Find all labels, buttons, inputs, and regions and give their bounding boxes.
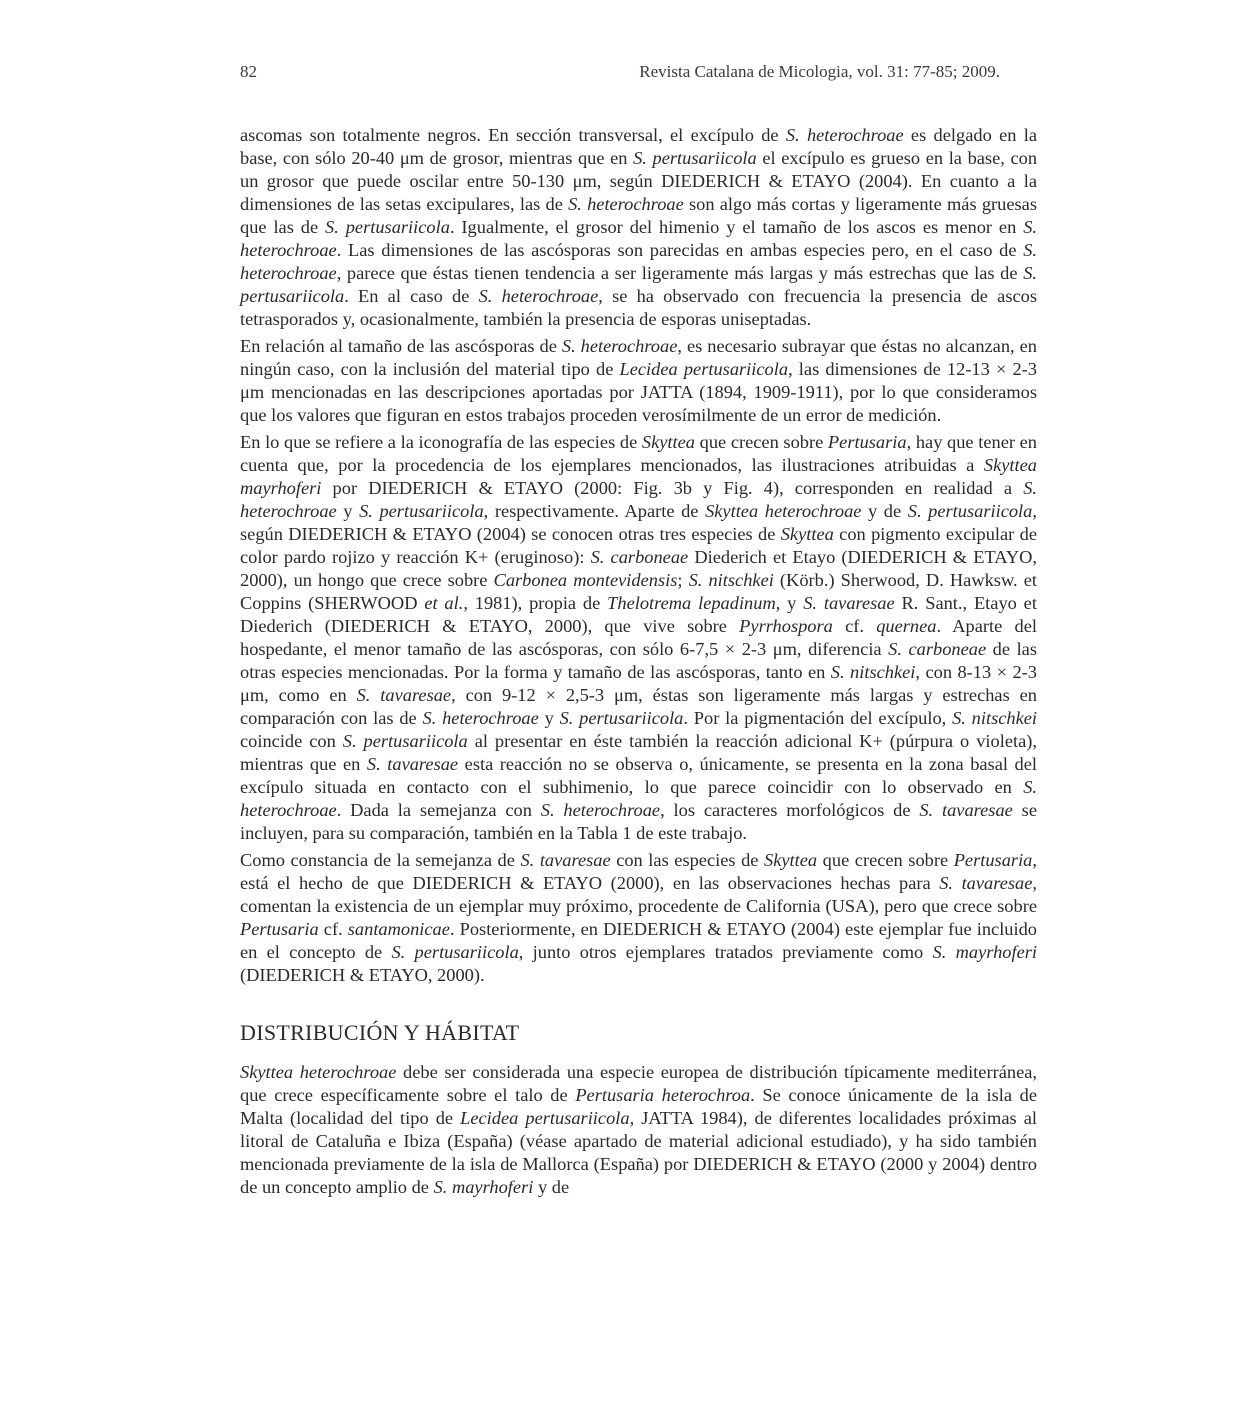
taxon-name: S. pertusariicola — [342, 731, 468, 751]
taxon-name: S. heterochroae — [478, 286, 599, 306]
taxon-name: Pyrrhospora — [739, 616, 833, 636]
taxon-name: Pertusaria — [240, 919, 319, 939]
text-run: , comentan la existencia de un ejemplar muy próximo, procedente de California (USA), pero que crece sobre — [240, 873, 1037, 916]
taxon-name: S. heterochroae — [785, 125, 904, 145]
text-run: el excípulo es grueso en la base, con un grosor que puede oscilar entre 50-130 μm, según DIEDERICH & ETAYO (2004). En cuanto a la dimensiones de las setas excipulares, las de — [240, 148, 1038, 214]
taxon-name: S. heterochroae — [240, 478, 1037, 521]
text-run: , 1981), propia de — [463, 593, 608, 613]
text-run: con pigmento excipular de color pardo rojizo y reacción K+ (eruginoso): — [240, 524, 1037, 567]
text-run: de las otras especies mencionadas. Por la forma y tamaño de las ascósporas, tanto en — [240, 639, 1037, 682]
text-run: , está el hecho de que DIEDERICH & ETAYO (2000), en las observaciones hechas para — [240, 850, 1037, 893]
taxon-name: Lecidea pertusariicola — [619, 359, 789, 379]
text-run: son algo más cortas y ligeramente más gruesas que las de — [240, 194, 1037, 237]
taxon-name: Carbonea montevidensis — [493, 570, 678, 590]
taxon-name: Lecidea pertusariicola — [460, 1108, 630, 1128]
taxon-name: S. heterochroae — [561, 336, 678, 356]
taxon-name: S. pertusariicola — [559, 708, 684, 728]
text-run: con las especies de — [610, 850, 765, 870]
paragraph — [240, 849, 1037, 987]
text-run: y de — [861, 501, 908, 521]
text-run: ; — [677, 570, 689, 590]
text-run: , las dimensiones de 12-13 × 2-3 μm mencionadas en las descripciones aportadas por JATTA (1894, 1909-1911), por lo que consideramos que los valores que figuran en estos trabajos proceden verosímilmente de un error de medición. — [240, 359, 1037, 425]
taxon-name: S. heterochroae — [240, 240, 1037, 283]
text-run: y — [336, 501, 360, 521]
taxon-name: S. tavaresae — [366, 754, 459, 774]
text-run: , según DIEDERICH & ETAYO (2004) se conocen otras tres especies de — [240, 501, 1037, 544]
text-run: . Igualmente, el grosor del himenio y el tamaño de los ascos es menor en — [449, 217, 1024, 237]
taxon-name: Skyttea heterochroae — [705, 501, 862, 521]
taxon-name: S. nitschkei — [830, 662, 916, 682]
text-run: , es necesario subrayar que éstas no alcanzan, en ningún caso, con la inclusión del material tipo de — [240, 336, 1037, 379]
text-run: . Posteriormente, en DIEDERICH & ETAYO (2004) este ejemplar fue incluido en el concepto de — [240, 919, 1037, 962]
taxon-name: S. heterochroae — [422, 708, 539, 728]
taxon-name: S. tavaresae — [919, 800, 1013, 820]
text-run: (Körb.) Sherwood, D. Hawksw. et Coppins (SHERWOOD — [240, 570, 1037, 613]
taxon-name: S. pertusariicola — [391, 942, 519, 962]
text-run: R. Sant., Etayo et Diederich (DIEDERICH & ETAYO, 2000), que vive sobre — [240, 593, 1037, 636]
text-run: . En al caso de — [344, 286, 479, 306]
taxon-name: S. carboneae — [888, 639, 987, 659]
running-head — [240, 62, 1000, 86]
taxon-name: S. pertusariicola — [240, 263, 1037, 306]
text-run: , y — [775, 593, 804, 613]
text-run: , respectivamente. Aparte de — [483, 501, 706, 521]
taxon-name: S. pertusariicola — [359, 501, 484, 521]
taxon-name: Skyttea — [780, 524, 834, 544]
taxon-name: S. carboneae — [590, 547, 689, 567]
text-run: . Las dimensiones de las ascósporas son parecidas en ambas especies pero, en el caso de — [336, 240, 1024, 260]
paragraph — [240, 335, 1037, 427]
taxon-name: S. tavaresae — [939, 873, 1033, 893]
section-heading: DISTRIBUCIÓN Y HÁBITAT — [240, 1020, 520, 1045]
taxon-name: S. tavaresae — [356, 685, 452, 705]
taxon-name: S. heterochroae — [568, 194, 684, 214]
paragraph — [240, 431, 1037, 845]
text-run: esta reacción no se observa o, únicamente, se presenta en la zona basal del excípulo situada en contacto con el subhimenio, lo que parece coincidir con lo observado en — [240, 754, 1037, 797]
taxon-name: Skyttea mayrhoferi — [240, 455, 1037, 498]
text-run: , JATTA 1984), de diferentes localidades próximas al litoral de Cataluña e Ibiza (España) (véase apartado de material adicional estudiado), y ha sido también mencionada previamente de la isla de Mallorca (España) por DIEDERICH & ETAYO (2000 y 2004) dentro de un concepto amplio de — [240, 1108, 1037, 1197]
text-run: , los caracteres morfológicos de — [660, 800, 920, 820]
taxon-name: Pertusaria — [827, 432, 907, 452]
text-run: Como constancia de la semejanza de — [240, 850, 521, 870]
text-run: que crecen sobre — [817, 850, 954, 870]
taxon-name: S. nitschkei — [688, 570, 774, 590]
text-run: En lo que se refiere a la iconografía de las especies de — [240, 432, 642, 452]
taxon-name: Pertusaria heterochroa — [575, 1085, 751, 1105]
text-run: , con 9-12 × 2,5-3 μm, éstas son ligeramente más largas y estrechas en comparación con las de — [240, 685, 1037, 728]
body-text — [240, 124, 1037, 1203]
taxon-name: S. pertusariicola — [633, 148, 757, 168]
taxon-name: Pertusaria — [953, 850, 1033, 870]
text-run: . Por la pigmentación del excípulo, — [683, 708, 953, 728]
text-run: por DIEDERICH & ETAYO (2000: Fig. 3b y Fig. 4), corresponden en realidad a — [321, 478, 1024, 498]
text-run: ascomas son totalmente negros. En sección transversal, el excípulo de — [240, 125, 786, 145]
text-run: y de — [533, 1177, 570, 1197]
taxon-name: S. tavaresae — [520, 850, 611, 870]
text-run: se incluyen, para su comparación, también en la Tabla 1 de este trabajo. — [240, 800, 1038, 843]
taxon-name: et al. — [424, 593, 464, 613]
text-run: cf. — [318, 919, 348, 939]
taxon-name: Skyttea — [641, 432, 695, 452]
text-run: es delgado en la base, con sólo 20-40 μm de grosor, mientras que en — [240, 125, 1037, 168]
text-run: (DIEDERICH & ETAYO, 2000). — [240, 965, 485, 985]
text-run: que crecen sobre — [694, 432, 828, 452]
taxon-name: S. mayrhoferi — [932, 942, 1037, 962]
text-run: Diederich et Etayo (DIEDERICH & ETAYO, 2000), un hongo que crece sobre — [240, 547, 1037, 590]
text-run: En relación al tamaño de las ascósporas de — [240, 336, 562, 356]
page-number: 82 — [240, 62, 257, 81]
journal-citation: Revista Catalana de Micologia, vol. 31: 77-85; 2009. — [639, 62, 1000, 81]
taxon-name: S. tavaresae — [803, 593, 895, 613]
text-run: . Se conoce únicamente de la isla de Malta (localidad del tipo de — [240, 1085, 1037, 1128]
section-paragraph — [240, 1061, 1037, 1199]
text-run: debe ser considerada una especie europea de distribución típicamente mediterránea, que crece específicamente sobre el talo de — [240, 1062, 1037, 1105]
paragraph — [240, 124, 1037, 331]
taxon-name: S. heterochroae — [540, 800, 661, 820]
text-run: coincide con — [240, 731, 343, 751]
text-run: , junto otros ejemplares tratados previamente como — [518, 942, 933, 962]
taxon-name: S. nitschkei — [952, 708, 1038, 728]
text-run: . Dada la semejanza con — [336, 800, 541, 820]
taxon-name: santamonicae — [347, 919, 450, 939]
text-run: al presentar en éste también la reacción adicional K+ (púrpura o violeta), mientras que en — [240, 731, 1037, 774]
taxon-name: S. heterochroae — [240, 217, 1037, 260]
text-run: , con 8-13 × 2-3 μm, como en — [240, 662, 1037, 705]
text-run: , hay que tener en cuenta que, por la procedencia de los ejemplares mencionados, las ilustraciones atribuidas a — [240, 432, 1037, 475]
text-run: . Aparte del hospedante, el menor tamaño de las ascósporas, con sólo 6-7,5 × 2-3 μm, diferencia — [240, 616, 1037, 659]
text-run: y — [538, 708, 560, 728]
taxon-name: S. heterochroae — [240, 777, 1037, 820]
taxon-name: Thelotrema lepadinum — [607, 593, 776, 613]
taxon-name: Skyttea heterochroae — [240, 1062, 397, 1082]
taxon-name: Skyttea — [764, 850, 818, 870]
text-run: , se ha observado con frecuencia la presencia de ascos tetrasporados y, ocasionalmente, también la presencia de esporas uniseptadas. — [240, 286, 1038, 329]
taxon-name: S. pertusariicola — [907, 501, 1033, 521]
text-run: , parece que éstas tienen tendencia a ser ligeramente más largas y más estrechas que las de — [336, 263, 1024, 283]
text-run: cf. — [832, 616, 877, 636]
taxon-name: S. mayrhoferi — [433, 1177, 534, 1197]
taxon-name: S. pertusariicola — [325, 217, 450, 237]
taxon-name: quernea — [876, 616, 937, 636]
